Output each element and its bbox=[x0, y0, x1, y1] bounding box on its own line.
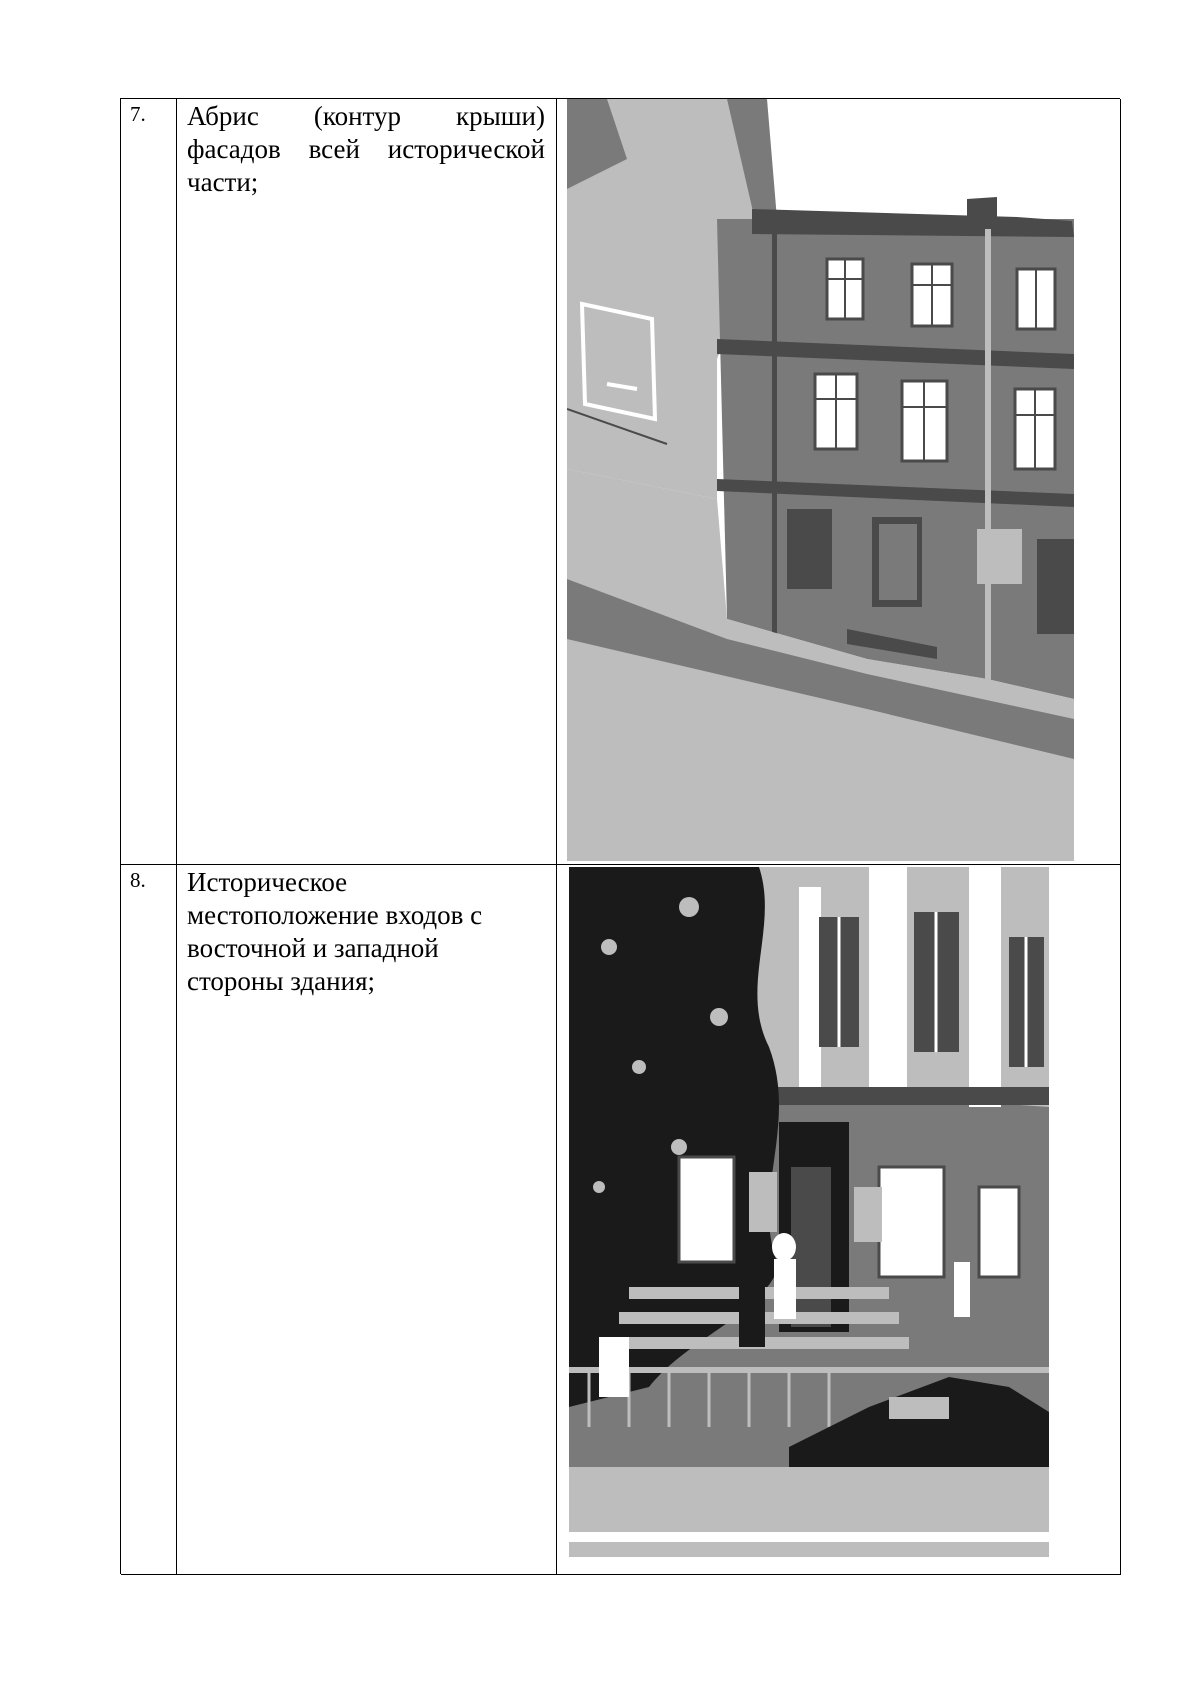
description-line: восточной и западной bbox=[187, 933, 439, 963]
facade-photo bbox=[567, 99, 1074, 861]
description-line: Историческое bbox=[187, 867, 348, 897]
description-cell bbox=[177, 865, 557, 1574]
objects-table bbox=[120, 98, 1120, 1574]
photo-cell bbox=[557, 865, 1121, 1574]
description-line: части; bbox=[187, 167, 259, 197]
description-line: местоположение входов с bbox=[187, 900, 483, 930]
row-description bbox=[187, 866, 545, 998]
row-number: 8. bbox=[130, 868, 146, 892]
photo-cell bbox=[557, 99, 1121, 864]
row-description bbox=[187, 100, 545, 199]
description-cell bbox=[177, 99, 557, 864]
table-row bbox=[121, 865, 1121, 1575]
description-line: фасадов всей исторической bbox=[187, 134, 545, 164]
row-number: 7. bbox=[130, 102, 146, 126]
row-number-cell bbox=[121, 865, 177, 1574]
entrance-photo bbox=[569, 867, 1049, 1557]
row-number-cell bbox=[121, 99, 177, 864]
table-row bbox=[121, 99, 1121, 865]
description-line: Абрис (контур крыши) bbox=[187, 101, 545, 131]
description-line: стороны здания; bbox=[187, 966, 375, 996]
